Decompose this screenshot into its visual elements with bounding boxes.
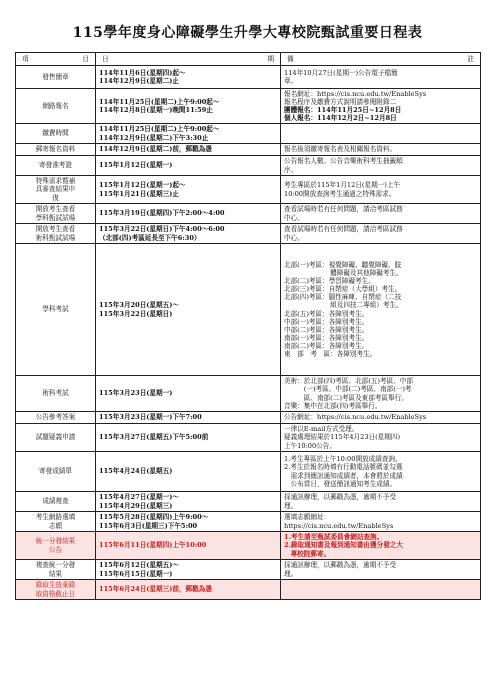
item-cell-line: 開放考生查看 — [35, 205, 76, 214]
date-cell-line: 115年3月23日(星期一) — [99, 389, 173, 398]
note-cell-line: 北部(二)考區：學習障礙考生。 — [284, 277, 375, 286]
item-cell — [16, 204, 96, 224]
date-cell-line: 115年4月27日(星期一)～ — [99, 493, 179, 502]
note-cell — [281, 124, 481, 144]
note-cell-line: 2.錄取通知書及報到通知書由獲分發之大 — [284, 541, 403, 550]
item-cell-line: 學科甄試試場 — [35, 213, 76, 222]
date-cell-line: 115年6月11日(星期四)上午10:00 — [99, 541, 207, 550]
item-cell — [16, 560, 96, 580]
date-cell-line: 115年3月22日(星期日) — [99, 309, 173, 318]
date-cell — [96, 66, 281, 89]
table-row — [16, 144, 481, 156]
date-cell — [96, 412, 281, 424]
date-cell-line: 114年12月9日(星期二)止 — [99, 77, 179, 85]
note-cell-line: 需求到簡訊通知成績者，本會將於成績 — [284, 471, 403, 480]
item-cell — [16, 156, 96, 176]
note-cell-line: 南部(二)考區：各障別考生。 — [284, 341, 369, 350]
note-cell-line: 疑義處理結果於115年4月23日(星期四) — [284, 433, 401, 442]
date-cell — [96, 424, 281, 452]
item-cell — [16, 144, 96, 156]
note-cell-line: 體障礙及其他障礙考生。 — [284, 269, 403, 278]
note-cell-line: 音樂：集中在北部(四)考區舉行。 — [284, 401, 382, 410]
note-cell-line: 報名後須繳寄報名表及相關報名資料。 — [284, 145, 397, 154]
item-cell-line: 網路報名 — [42, 101, 69, 110]
item-cell — [16, 124, 96, 144]
note-cell-line: 公告網址：https://cis.ncu.edu.tw/EnableSys — [284, 413, 427, 422]
date-cell-line: 115年1月21日(星期三)止 — [99, 189, 179, 198]
note-cell-line: 理。 — [284, 569, 298, 578]
item-cell-line: 發售簡章 — [42, 72, 69, 81]
note-cell — [281, 244, 481, 376]
note-cell-line: 團體報名：114年11月25日~12月8日 — [284, 106, 402, 114]
note-cell-line: 中心。 — [284, 213, 304, 222]
note-cell-line: 2.考生於報名時填有行動電話號碼並勾選 — [284, 463, 403, 472]
item-cell — [16, 412, 96, 424]
item-cell — [16, 66, 96, 89]
note-cell — [281, 512, 481, 532]
note-cell-line: 查看試場時若有任何問題，請洽考區試務 — [284, 205, 403, 214]
date-cell-line: 115年3月22日(星期日)下午4:00～6:00 — [99, 225, 225, 234]
date-cell-line: 114年11月25日(星期二)上午9:00起～ — [99, 125, 220, 134]
note-cell — [281, 89, 481, 124]
note-cell — [281, 66, 481, 89]
item-cell-line: 考生網路選填 — [35, 513, 76, 522]
table-row — [16, 580, 481, 600]
note-cell-line: 區、南部(二)考區及東部考區舉行。 — [284, 393, 408, 402]
date-cell-line: （北部(四)考區延長至下午6:30） — [99, 233, 201, 242]
note-cell-line: 理。 — [284, 501, 298, 510]
note-cell-line: 東 部 考 區：各障別考生。 — [284, 349, 377, 358]
item-cell-line: 取資格截止日 — [35, 589, 76, 598]
table-row — [16, 412, 481, 424]
table-row — [16, 532, 481, 560]
note-cell — [281, 412, 481, 424]
note-cell — [281, 560, 481, 580]
table-row — [16, 560, 481, 580]
note-cell-line: 報名網址：https://cis.ncu.edu.tw/EnableSys — [284, 89, 427, 98]
date-cell-line: 115年1月12日(星期一)起～ — [99, 181, 186, 190]
table-row — [16, 512, 481, 532]
date-cell-line: 115年3月20日(星期五)～ — [99, 301, 179, 310]
note-cell-line: 10:00開放查詢考生通過之特殊需求。 — [284, 189, 396, 198]
date-cell — [96, 89, 281, 124]
item-cell-line: 寄發准考證 — [39, 161, 72, 170]
item-cell-line: 志願 — [48, 521, 63, 530]
item-cell-line: 開放考生查看 — [35, 225, 76, 234]
date-cell-line: 115年3月23日(星期一)下午7:00 — [99, 413, 202, 422]
header-date: 日 期 — [96, 53, 281, 66]
note-cell — [281, 176, 481, 204]
note-cell-line: 1.考生請至甄試委員會網站查詢。 — [284, 533, 384, 542]
date-cell — [96, 244, 281, 376]
date-cell — [96, 560, 281, 580]
date-cell-line: 115年6月12日(星期五)～ — [99, 561, 179, 570]
date-cell — [96, 492, 281, 512]
header-item: 項 目 — [16, 53, 96, 66]
note-cell-line: 1.考生專區於上午10:00開放成績查詢。 — [284, 455, 402, 464]
date-cell-line: 115年3月19日(星期四)下午2:00～4:00 — [99, 209, 225, 218]
date-cell-line: 114年12月9日(星期二)下午3:30止 — [99, 133, 209, 142]
note-cell-line: 選填志願網址： — [284, 513, 331, 522]
note-cell-line: 個人報名：114年12月2日~12月8日 — [284, 114, 397, 123]
note-cell — [281, 424, 481, 452]
note-cell-line: 北部(四)考區：腦性麻痺、自閉症（二技 — [284, 293, 402, 302]
date-cell — [96, 376, 281, 412]
date-cell — [96, 224, 281, 244]
date-cell-line: 115年4月29日(星期三) — [99, 501, 173, 510]
note-cell-line: 上午10:00公告。 — [284, 441, 336, 450]
item-cell-line: 公告參考答案 — [35, 413, 76, 422]
note-cell — [281, 224, 481, 244]
date-cell-line: 115年3月27日(星期五)下午5:00前 — [99, 433, 209, 442]
table-row — [16, 452, 481, 492]
note-cell-line: 考生專區於115年1月12日(星期一)上午 — [284, 181, 401, 190]
note-cell-line: https://cis.ncu.edu.tw/EnableSys — [284, 521, 394, 530]
note-cell-line: 中部(二)考區：各障別考生。 — [284, 325, 369, 334]
date-cell-line: 114年12月9日(星期二)前，郵戳為憑 — [99, 145, 212, 154]
note-cell — [281, 532, 481, 560]
note-cell-line: 章。 — [284, 77, 298, 85]
item-cell-line: 成績複查 — [42, 497, 69, 506]
item-cell-line: 結果 — [48, 569, 63, 578]
item-cell — [16, 452, 96, 492]
date-cell — [96, 580, 281, 600]
date-cell-line: 115年6月15日(星期一) — [99, 569, 173, 578]
table-row — [16, 176, 481, 204]
table-body — [16, 66, 481, 600]
date-cell — [96, 124, 281, 144]
date-cell-line: 115年6月3日(星期三)下午5:00 — [99, 521, 198, 530]
table-row — [16, 204, 481, 224]
date-cell — [96, 452, 281, 492]
note-cell-line: 報名程序及繳費方式說明請參閱附錄二 — [284, 97, 397, 106]
note-cell-line: (一)考區、中部(二)考區、南部(一)考 — [284, 385, 412, 394]
note-cell-line: 公告報名人數、公告音樂術科考生抽籤順 — [284, 157, 403, 166]
table-row — [16, 244, 481, 376]
note-cell-line: 中心。 — [284, 233, 304, 242]
date-cell — [96, 144, 281, 156]
item-cell-line: 術科考試 — [42, 389, 69, 398]
item-cell-line: 復 — [52, 193, 59, 202]
note-cell — [281, 492, 481, 512]
note-cell-line: 公布當日，發送簡訊通知考生成績。 — [284, 479, 397, 488]
date-cell-line: 115年5月28日(星期四)上午9:00～ — [99, 513, 209, 522]
table-row — [16, 124, 481, 144]
item-cell-line: 郵寄報名資料 — [35, 145, 76, 154]
item-cell — [16, 244, 96, 376]
table-row — [16, 89, 481, 124]
item-cell-line: 錄取生放棄錄 — [35, 581, 76, 590]
item-cell — [16, 532, 96, 560]
item-cell — [16, 492, 96, 512]
table-row — [16, 424, 481, 452]
item-cell — [16, 224, 96, 244]
note-cell-line: 南部(一)考區：各障別考生。 — [284, 333, 369, 342]
item-cell-line: 特殊需求暨補 — [35, 177, 76, 186]
note-cell-line: 北部(五)考區：各障別考生。 — [284, 309, 369, 318]
note-cell-line: 組及四技二專組）考生。 — [284, 301, 403, 310]
table-row — [16, 156, 481, 176]
note-cell-line: 一律以E-mail方式受理。 — [284, 425, 359, 434]
note-cell — [281, 156, 481, 176]
date-cell — [96, 156, 281, 176]
item-cell — [16, 580, 96, 600]
item-cell-line: 學科考試 — [42, 305, 69, 314]
date-cell-line: 115年4月24日(星期五) — [99, 467, 173, 476]
date-cell-line: 114年11月6日(星期四)起～ — [99, 68, 186, 77]
note-cell-line: 中部(一)考區：各障別考生。 — [284, 317, 369, 326]
note-cell-line: 序。 — [284, 165, 298, 174]
table-row — [16, 66, 481, 89]
table-header-row — [16, 53, 481, 66]
note-cell-line: 北部(三)考區：自閉症（大學組）考生。 — [284, 285, 402, 294]
item-cell-line: 試題疑義申請 — [35, 433, 76, 442]
date-cell — [96, 512, 281, 532]
item-cell-line: 複查統一分發 — [35, 561, 76, 570]
table-row — [16, 492, 481, 512]
date-cell-line: 114年12月8日(星期一)晚間11:59止 — [99, 106, 213, 114]
item-cell — [16, 424, 96, 452]
date-cell — [96, 204, 281, 224]
item-cell — [16, 89, 96, 124]
page-title: 115學年度身心障礙學生升學大專校院甄試重要日程表 — [72, 25, 423, 41]
item-cell-line: 寄發成績單 — [39, 467, 72, 476]
item-cell-line: 公告 — [48, 545, 63, 554]
note-cell — [281, 580, 481, 600]
note-cell-line: 專校院郵寄。 — [284, 549, 331, 558]
note-cell — [281, 204, 481, 224]
item-cell-line: 繳費時間 — [42, 129, 69, 138]
item-cell-line: 術科甄試試場 — [35, 233, 76, 242]
date-cell — [96, 176, 281, 204]
note-cell-line: 查看試場時若有任何問題，請洽考區試務 — [284, 225, 403, 234]
item-cell — [16, 176, 96, 204]
header-note: 備 註 — [281, 53, 481, 66]
note-cell — [281, 144, 481, 156]
date-cell — [96, 532, 281, 560]
schedule-table — [15, 52, 481, 600]
date-cell-line: 114年11月25日(星期二)上午9:00起～ — [99, 97, 220, 106]
note-cell-line: 114年10月27日(星期一)公告電子檔簡 — [284, 68, 398, 77]
item-cell-line: 統一分發結果 — [35, 537, 76, 546]
item-cell — [16, 512, 96, 532]
item-cell-line: 具審查結果申 — [35, 185, 76, 194]
note-cell-line: 採通訊辦理，以郵戳為憑，逾期不予受 — [284, 493, 397, 502]
date-cell-line: 115年6月24日(星期三)前，郵戳為憑 — [99, 585, 212, 594]
note-cell — [281, 452, 481, 492]
note-cell — [281, 376, 481, 412]
table-row — [16, 224, 481, 244]
date-cell-line: 115年1月12日(星期一) — [99, 161, 173, 170]
note-cell-line: 北部(一)考區：視覺障礙、聽覺障礙、肢 — [284, 260, 402, 269]
table-row — [16, 376, 481, 412]
note-cell-line: 採通訊辦理，以郵戳為憑，逾期不予受 — [284, 561, 397, 570]
item-cell — [16, 376, 96, 412]
note-cell-line: 美術：於北部(四)考區、北部(五)考區、中部 — [284, 377, 413, 386]
